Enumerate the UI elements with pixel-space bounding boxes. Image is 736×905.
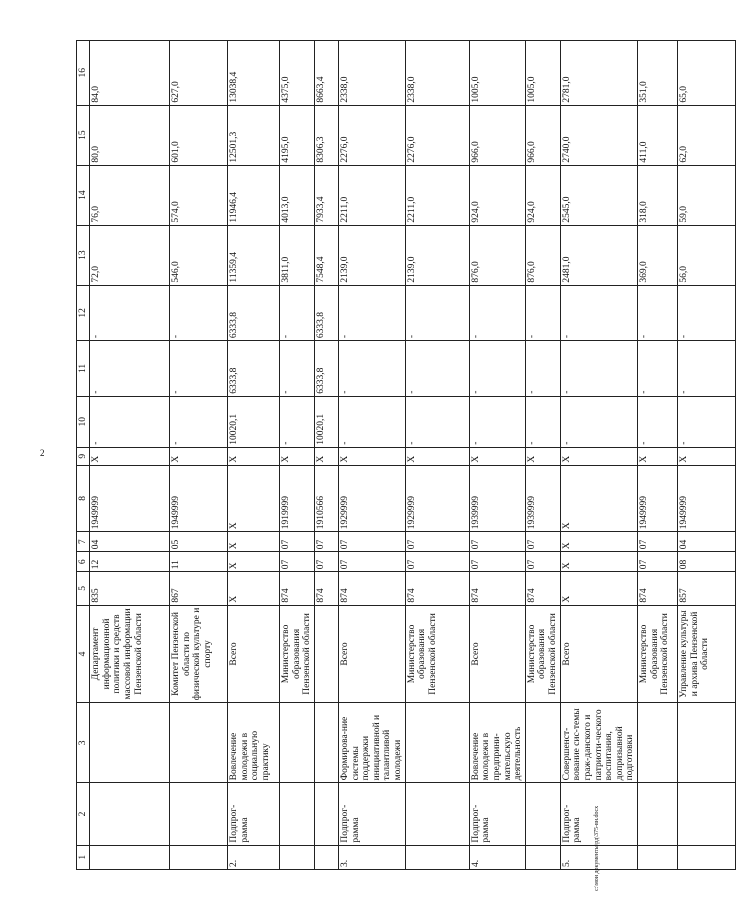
cell-v14: 2211,0 — [338, 165, 405, 225]
cell-v15: 2276,0 — [405, 105, 469, 165]
cell-v10: 10020,1 — [314, 396, 338, 447]
cell-v11: 6333,8 — [314, 341, 338, 397]
cell-v16: 2781,0 — [560, 41, 637, 106]
cell-vr: Х — [405, 447, 469, 465]
cell-v15: 8306,3 — [314, 105, 338, 165]
cell-v13: 546,0 — [170, 225, 228, 285]
col-number: 2 — [77, 783, 90, 845]
cell-grbs: 874 — [525, 572, 560, 605]
col-number: 10 — [77, 396, 90, 447]
cell-exec: Всего — [228, 605, 280, 703]
cell-num — [314, 845, 338, 869]
cell-name: Формирова-ние системы поддержки инициативной и талантливой молодежи — [338, 703, 405, 783]
cell-v10: - — [678, 396, 736, 447]
cell-grbs: 857 — [678, 572, 736, 605]
cell-exec: Министерство образования Пензенской области — [280, 605, 315, 703]
cell-v11: - — [560, 341, 637, 397]
table-row — [405, 41, 469, 870]
cell-rz: 07 — [338, 552, 405, 572]
cell-pr: 07 — [469, 532, 525, 552]
cell-pr: Х — [228, 532, 280, 552]
cell-v12: - — [405, 285, 469, 341]
table-row — [678, 41, 736, 870]
cell-csr: 1949999 — [638, 465, 678, 532]
cell-name: Вовлечение молодежи в предприни-мательскую деятельность — [469, 703, 525, 783]
cell-rz: 07 — [405, 552, 469, 572]
table-row — [525, 41, 560, 870]
file-path-footer: c:\мои документы\рд\375-вн.docx — [594, 805, 600, 891]
col-number: 5 — [77, 572, 90, 605]
cell-v10: - — [469, 396, 525, 447]
cell-v10: - — [170, 396, 228, 447]
cell-rz: 07 — [314, 552, 338, 572]
cell-v11: - — [525, 341, 560, 397]
cell-v13: 72,0 — [90, 225, 170, 285]
col-number: 16 — [77, 41, 90, 106]
cell-exec — [314, 605, 338, 703]
cell-exec: Всего — [469, 605, 525, 703]
cell-vr: Х — [228, 447, 280, 465]
cell-vr: Х — [338, 447, 405, 465]
cell-type — [638, 783, 678, 845]
col-number: 7 — [77, 532, 90, 552]
cell-v14: 11946,4 — [228, 165, 280, 225]
cell-exec: Всего — [338, 605, 405, 703]
cell-pr: 07 — [338, 532, 405, 552]
cell-type — [314, 783, 338, 845]
col-number: 4 — [77, 605, 90, 703]
cell-rz: 08 — [678, 552, 736, 572]
cell-v10: 10020,1 — [228, 396, 280, 447]
cell-v13: 7548,4 — [314, 225, 338, 285]
cell-type — [170, 783, 228, 845]
cell-v16: 351,0 — [638, 41, 678, 106]
cell-name — [90, 703, 170, 783]
cell-v10: - — [280, 396, 315, 447]
cell-name: Вовлечение молодежи в социальную практику — [228, 703, 280, 783]
cell-v12: - — [170, 285, 228, 341]
page-number: 2 — [40, 448, 45, 458]
cell-rz: 12 — [90, 552, 170, 572]
cell-v12: - — [469, 285, 525, 341]
cell-v10: - — [90, 396, 170, 447]
cell-v15: 4195,0 — [280, 105, 315, 165]
cell-v12: 6333,8 — [314, 285, 338, 341]
cell-v14: 924,0 — [525, 165, 560, 225]
cell-v14: 76,0 — [90, 165, 170, 225]
cell-num: 4. — [469, 845, 525, 869]
cell-type — [678, 783, 736, 845]
cell-v10: - — [525, 396, 560, 447]
cell-pr: 07 — [405, 532, 469, 552]
cell-csr: 1919999 — [280, 465, 315, 532]
cell-v13: 3811,0 — [280, 225, 315, 285]
rotated-page — [76, 40, 711, 870]
cell-v10: - — [560, 396, 637, 447]
cell-vr: Х — [469, 447, 525, 465]
cell-num — [405, 845, 469, 869]
col-number: 15 — [77, 105, 90, 165]
table-row — [170, 41, 228, 870]
cell-v15: 966,0 — [525, 105, 560, 165]
col-number: 12 — [77, 285, 90, 341]
cell-csr: 1949999 — [678, 465, 736, 532]
cell-csr: Х — [228, 465, 280, 532]
cell-v13: 56,0 — [678, 225, 736, 285]
cell-v10: - — [405, 396, 469, 447]
cell-exec: Министерство образования Пензенской области — [405, 605, 469, 703]
cell-vr: Х — [314, 447, 338, 465]
cell-num — [678, 845, 736, 869]
col-number: 3 — [77, 703, 90, 783]
cell-v11: - — [405, 341, 469, 397]
cell-v12: - — [90, 285, 170, 341]
cell-csr: 1949999 — [90, 465, 170, 532]
cell-v16: 84,0 — [90, 41, 170, 106]
cell-v11: - — [90, 341, 170, 397]
col-number: 11 — [77, 341, 90, 397]
cell-v13: 2481,0 — [560, 225, 637, 285]
cell-vr: Х — [90, 447, 170, 465]
col-number: 9 — [77, 447, 90, 465]
cell-v16: 4375,0 — [280, 41, 315, 106]
cell-type: Подпрог-рамма — [228, 783, 280, 845]
cell-v11: - — [280, 341, 315, 397]
cell-num — [638, 845, 678, 869]
cell-v16: 8663,4 — [314, 41, 338, 106]
cell-name — [405, 703, 469, 783]
cell-rz: Х — [228, 552, 280, 572]
col-number: 13 — [77, 225, 90, 285]
cell-vr: Х — [638, 447, 678, 465]
cell-v16: 627,0 — [170, 41, 228, 106]
cell-type — [90, 783, 170, 845]
cell-v14: 924,0 — [469, 165, 525, 225]
cell-pr: 07 — [314, 532, 338, 552]
cell-csr: 1929999 — [338, 465, 405, 532]
table-row — [228, 41, 280, 870]
cell-num — [90, 845, 170, 869]
cell-grbs: 874 — [469, 572, 525, 605]
cell-csr: 1949999 — [170, 465, 228, 532]
cell-v14: 2545,0 — [560, 165, 637, 225]
cell-v15: 411,0 — [638, 105, 678, 165]
cell-v16: 1005,0 — [469, 41, 525, 106]
cell-num — [280, 845, 315, 869]
col-number: 8 — [77, 465, 90, 532]
cell-v11: - — [638, 341, 678, 397]
cell-v15: 12501,3 — [228, 105, 280, 165]
cell-pr: 07 — [280, 532, 315, 552]
cell-num — [525, 845, 560, 869]
cell-csr: 1929999 — [405, 465, 469, 532]
cell-v13: 876,0 — [525, 225, 560, 285]
cell-num: 5. — [560, 845, 637, 869]
cell-exec: Комитет Пензенской области по физической культуре и спорту — [170, 605, 228, 703]
cell-csr: 1939999 — [525, 465, 560, 532]
cell-exec: Управление культуры и архива Пензенской области — [678, 605, 736, 703]
cell-v13: 11359,4 — [228, 225, 280, 285]
cell-name — [170, 703, 228, 783]
cell-csr: 1939999 — [469, 465, 525, 532]
cell-pr: 04 — [90, 532, 170, 552]
cell-v10: - — [338, 396, 405, 447]
column-number-row — [77, 41, 90, 870]
cell-v15: 62,0 — [678, 105, 736, 165]
cell-rz: 07 — [525, 552, 560, 572]
cell-num: 3. — [338, 845, 405, 869]
col-number: 14 — [77, 165, 90, 225]
cell-grbs: 874 — [280, 572, 315, 605]
cell-v14: 4013,0 — [280, 165, 315, 225]
cell-v16: 2338,0 — [405, 41, 469, 106]
cell-v11: - — [338, 341, 405, 397]
cell-v16: 2338,0 — [338, 41, 405, 106]
cell-v10: - — [638, 396, 678, 447]
cell-rz: 11 — [170, 552, 228, 572]
cell-type: Подпрог-рамма — [469, 783, 525, 845]
cell-grbs: 874 — [405, 572, 469, 605]
cell-v12: - — [525, 285, 560, 341]
cell-exec: Министерство образования Пензенской области — [638, 605, 678, 703]
table-row — [338, 41, 405, 870]
col-number: 6 — [77, 552, 90, 572]
table-row — [90, 41, 170, 870]
cell-v15: 601,0 — [170, 105, 228, 165]
cell-exec: Всего — [560, 605, 637, 703]
cell-v12: - — [678, 285, 736, 341]
col-number: 1 — [77, 845, 90, 869]
cell-v13: 2139,0 — [405, 225, 469, 285]
table-row — [560, 41, 637, 870]
cell-v12: - — [280, 285, 315, 341]
cell-v15: 966,0 — [469, 105, 525, 165]
table-row — [280, 41, 315, 870]
cell-name — [678, 703, 736, 783]
cell-grbs: 867 — [170, 572, 228, 605]
cell-v14: 574,0 — [170, 165, 228, 225]
cell-pr: 07 — [525, 532, 560, 552]
cell-v16: 13038,4 — [228, 41, 280, 106]
cell-rz: Х — [560, 552, 637, 572]
cell-grbs: 874 — [638, 572, 678, 605]
cell-v12: - — [638, 285, 678, 341]
cell-vr: Х — [678, 447, 736, 465]
cell-type: Подпрог-рамма — [338, 783, 405, 845]
cell-name — [280, 703, 315, 783]
cell-rz: 07 — [638, 552, 678, 572]
cell-v16: 1005,0 — [525, 41, 560, 106]
cell-pr: 07 — [638, 532, 678, 552]
cell-type: Подпрог-рамма — [560, 783, 637, 845]
cell-v12: - — [560, 285, 637, 341]
table-row — [469, 41, 525, 870]
cell-vr: Х — [525, 447, 560, 465]
cell-v13: 876,0 — [469, 225, 525, 285]
cell-v13: 369,0 — [638, 225, 678, 285]
cell-v11: - — [469, 341, 525, 397]
cell-v12: - — [338, 285, 405, 341]
cell-vr: Х — [280, 447, 315, 465]
cell-v14: 2211,0 — [405, 165, 469, 225]
cell-grbs: 874 — [338, 572, 405, 605]
cell-vr: Х — [560, 447, 637, 465]
cell-name: Совершенст-вование сис-темы граж-данского и патриоти-ческого воспитания, допризывной подготовки — [560, 703, 637, 783]
cell-v14: 318,0 — [638, 165, 678, 225]
cell-v11: 6333,8 — [228, 341, 280, 397]
cell-type — [405, 783, 469, 845]
cell-v16: 65,0 — [678, 41, 736, 106]
cell-name — [314, 703, 338, 783]
cell-name — [638, 703, 678, 783]
cell-num: 2. — [228, 845, 280, 869]
cell-v11: - — [678, 341, 736, 397]
table-row — [638, 41, 678, 870]
cell-grbs: Х — [560, 572, 637, 605]
cell-v13: 2139,0 — [338, 225, 405, 285]
cell-type — [525, 783, 560, 845]
cell-v12: 6333,8 — [228, 285, 280, 341]
cell-exec: Министерство образования Пензенской области — [525, 605, 560, 703]
cell-rz: 07 — [469, 552, 525, 572]
cell-v14: 59,0 — [678, 165, 736, 225]
table-row — [314, 41, 338, 870]
cell-num — [170, 845, 228, 869]
cell-grbs: 835 — [90, 572, 170, 605]
cell-v15: 2740,0 — [560, 105, 637, 165]
cell-pr: 05 — [170, 532, 228, 552]
cell-v14: 7933,4 — [314, 165, 338, 225]
cell-pr: 04 — [678, 532, 736, 552]
cell-pr: Х — [560, 532, 637, 552]
cell-v11: - — [170, 341, 228, 397]
cell-v15: 80,0 — [90, 105, 170, 165]
cell-rz: 07 — [280, 552, 315, 572]
cell-name — [525, 703, 560, 783]
cell-exec: Департамент информационной политики и средств массовой информации Пензенской области — [90, 605, 170, 703]
cell-v15: 2276,0 — [338, 105, 405, 165]
cell-grbs: 874 — [314, 572, 338, 605]
cell-grbs: Х — [228, 572, 280, 605]
budget-table — [76, 40, 736, 870]
cell-csr: 1910566 — [314, 465, 338, 532]
cell-csr: Х — [560, 465, 637, 532]
cell-type — [280, 783, 315, 845]
cell-vr: Х — [170, 447, 228, 465]
